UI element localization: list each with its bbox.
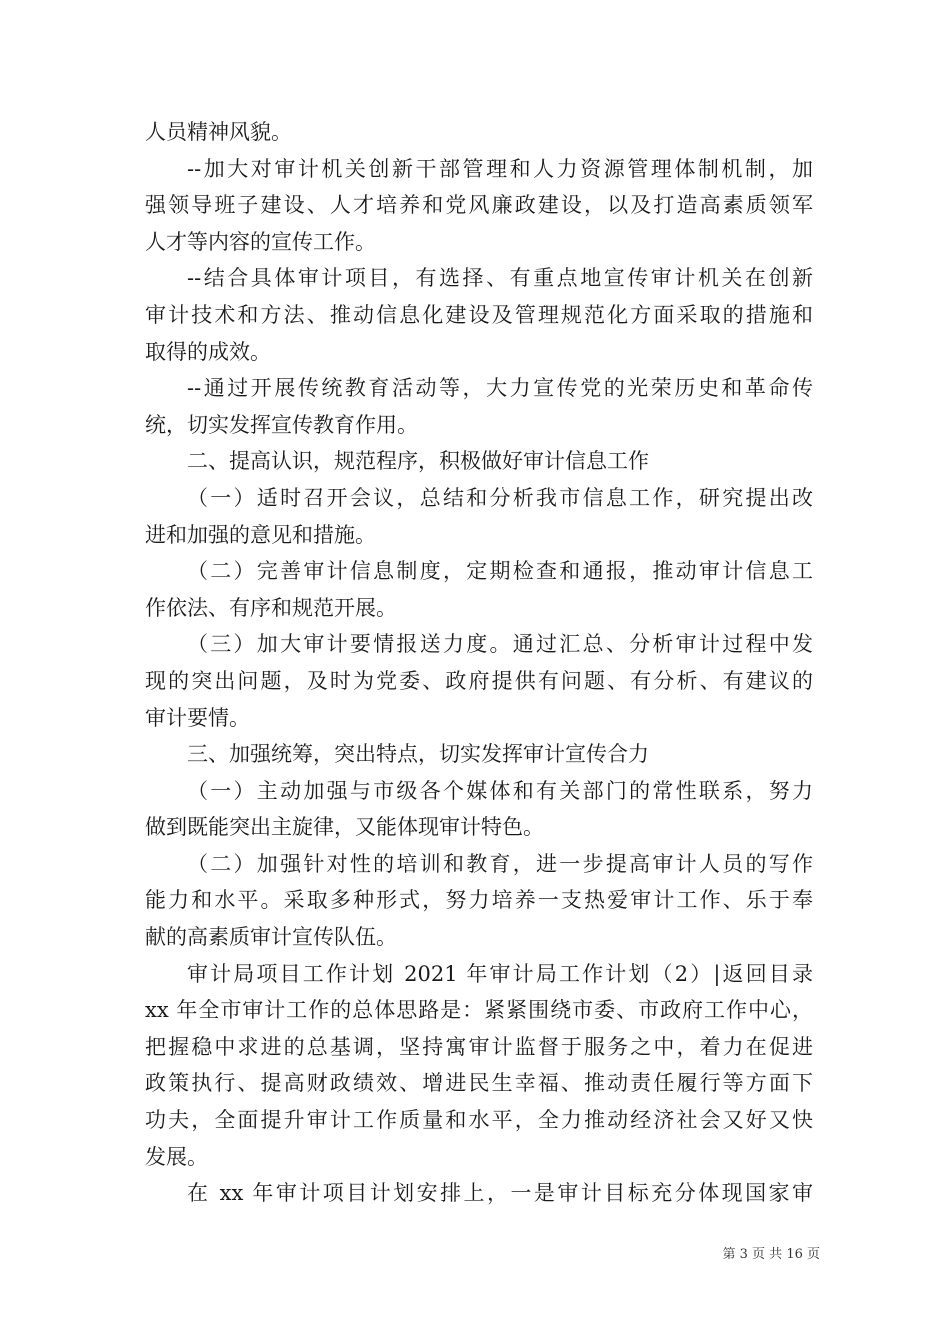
text-line: 二、提高认识，规范程序，积极做好审计信息工作 xyxy=(187,449,649,474)
text-line: --通过开展传统教育活动等，大力宣传党的光荣历史和革命传 xyxy=(187,376,813,401)
text-line: 人员精神风貌。 xyxy=(145,120,292,144)
text-line: 能力和水平。采取多种形式，努力培养一支热爱审计工作、乐于奉 xyxy=(145,888,813,913)
text-line: --加大对审计机关创新干部管理和人力资源管理体制机制，加 xyxy=(187,156,813,181)
text-line: 发展。 xyxy=(145,1144,208,1169)
text-line: 把握稳中求进的总基调，坚持寓审计监督于服务之中，着力在促进 xyxy=(145,1034,813,1059)
text-line: 取得的成效。 xyxy=(145,339,271,364)
text-line: 审计局项目工作计划 2021 年审计局工作计划（2）|返回目录 xyxy=(187,961,813,986)
text-line: （一）主动加强与市级各个媒体和有关部门的常性联系，努力 xyxy=(187,778,813,803)
text-line: 强领导班子建设、人才培养和党风廉政建设，以及打造高素质领军 xyxy=(145,193,813,218)
page-footer: 第 3 页 共 16 页 xyxy=(722,1247,820,1262)
text-line: 作依法、有序和规范开展。 xyxy=(145,595,397,620)
text-line: 政策执行、提高财政绩效、增进民生幸福、推动责任履行等方面下 xyxy=(145,1071,813,1096)
text-line: 现的突出问题，及时为党委、政府提供有问题、有分析、有建议的 xyxy=(145,668,813,693)
text-line: xx 年全市审计工作的总体思路是：紧紧围绕市委、市政府工作中心， xyxy=(145,998,813,1023)
text-line: （三）加大审计要情报送力度。通过汇总、分析审计过程中发 xyxy=(187,632,813,657)
text-line: --结合具体审计项目，有选择、有重点地宣传审计机关在创新 xyxy=(187,266,813,291)
text-line: 人才等内容的宣传工作。 xyxy=(145,229,376,254)
text-line: 做到既能突出主旋律，又能体现审计特色。 xyxy=(145,815,544,840)
text-line: （二）完善审计信息制度，定期检查和通报，推动审计信息工 xyxy=(187,559,813,584)
text-line: 统，切实发挥宣传教育作用。 xyxy=(145,412,418,437)
text-line: 三、加强统筹，突出特点，切实发挥审计宣传合力 xyxy=(187,742,649,767)
document-body xyxy=(145,114,813,1212)
text-line: 功夫，全面提升审计工作质量和水平，全力推动经济社会又好又快 xyxy=(145,1108,813,1133)
text-line: （二）加强针对性的培训和教育，进一步提高审计人员的写作 xyxy=(187,851,813,876)
text-line: 审计技术和方法、推动信息化建设及管理规范化方面采取的措施和 xyxy=(145,302,813,327)
text-line: 献的高素质审计宣传队伍。 xyxy=(145,925,397,950)
text-line: 审计要情。 xyxy=(145,705,250,730)
text-line: 进和加强的意见和措施。 xyxy=(145,522,376,547)
text-line: 在 xx 年审计项目计划安排上，一是审计目标充分体现国家审 xyxy=(187,1181,813,1206)
text-line: （一）适时召开会议，总结和分析我市信息工作，研究提出改 xyxy=(187,485,813,510)
